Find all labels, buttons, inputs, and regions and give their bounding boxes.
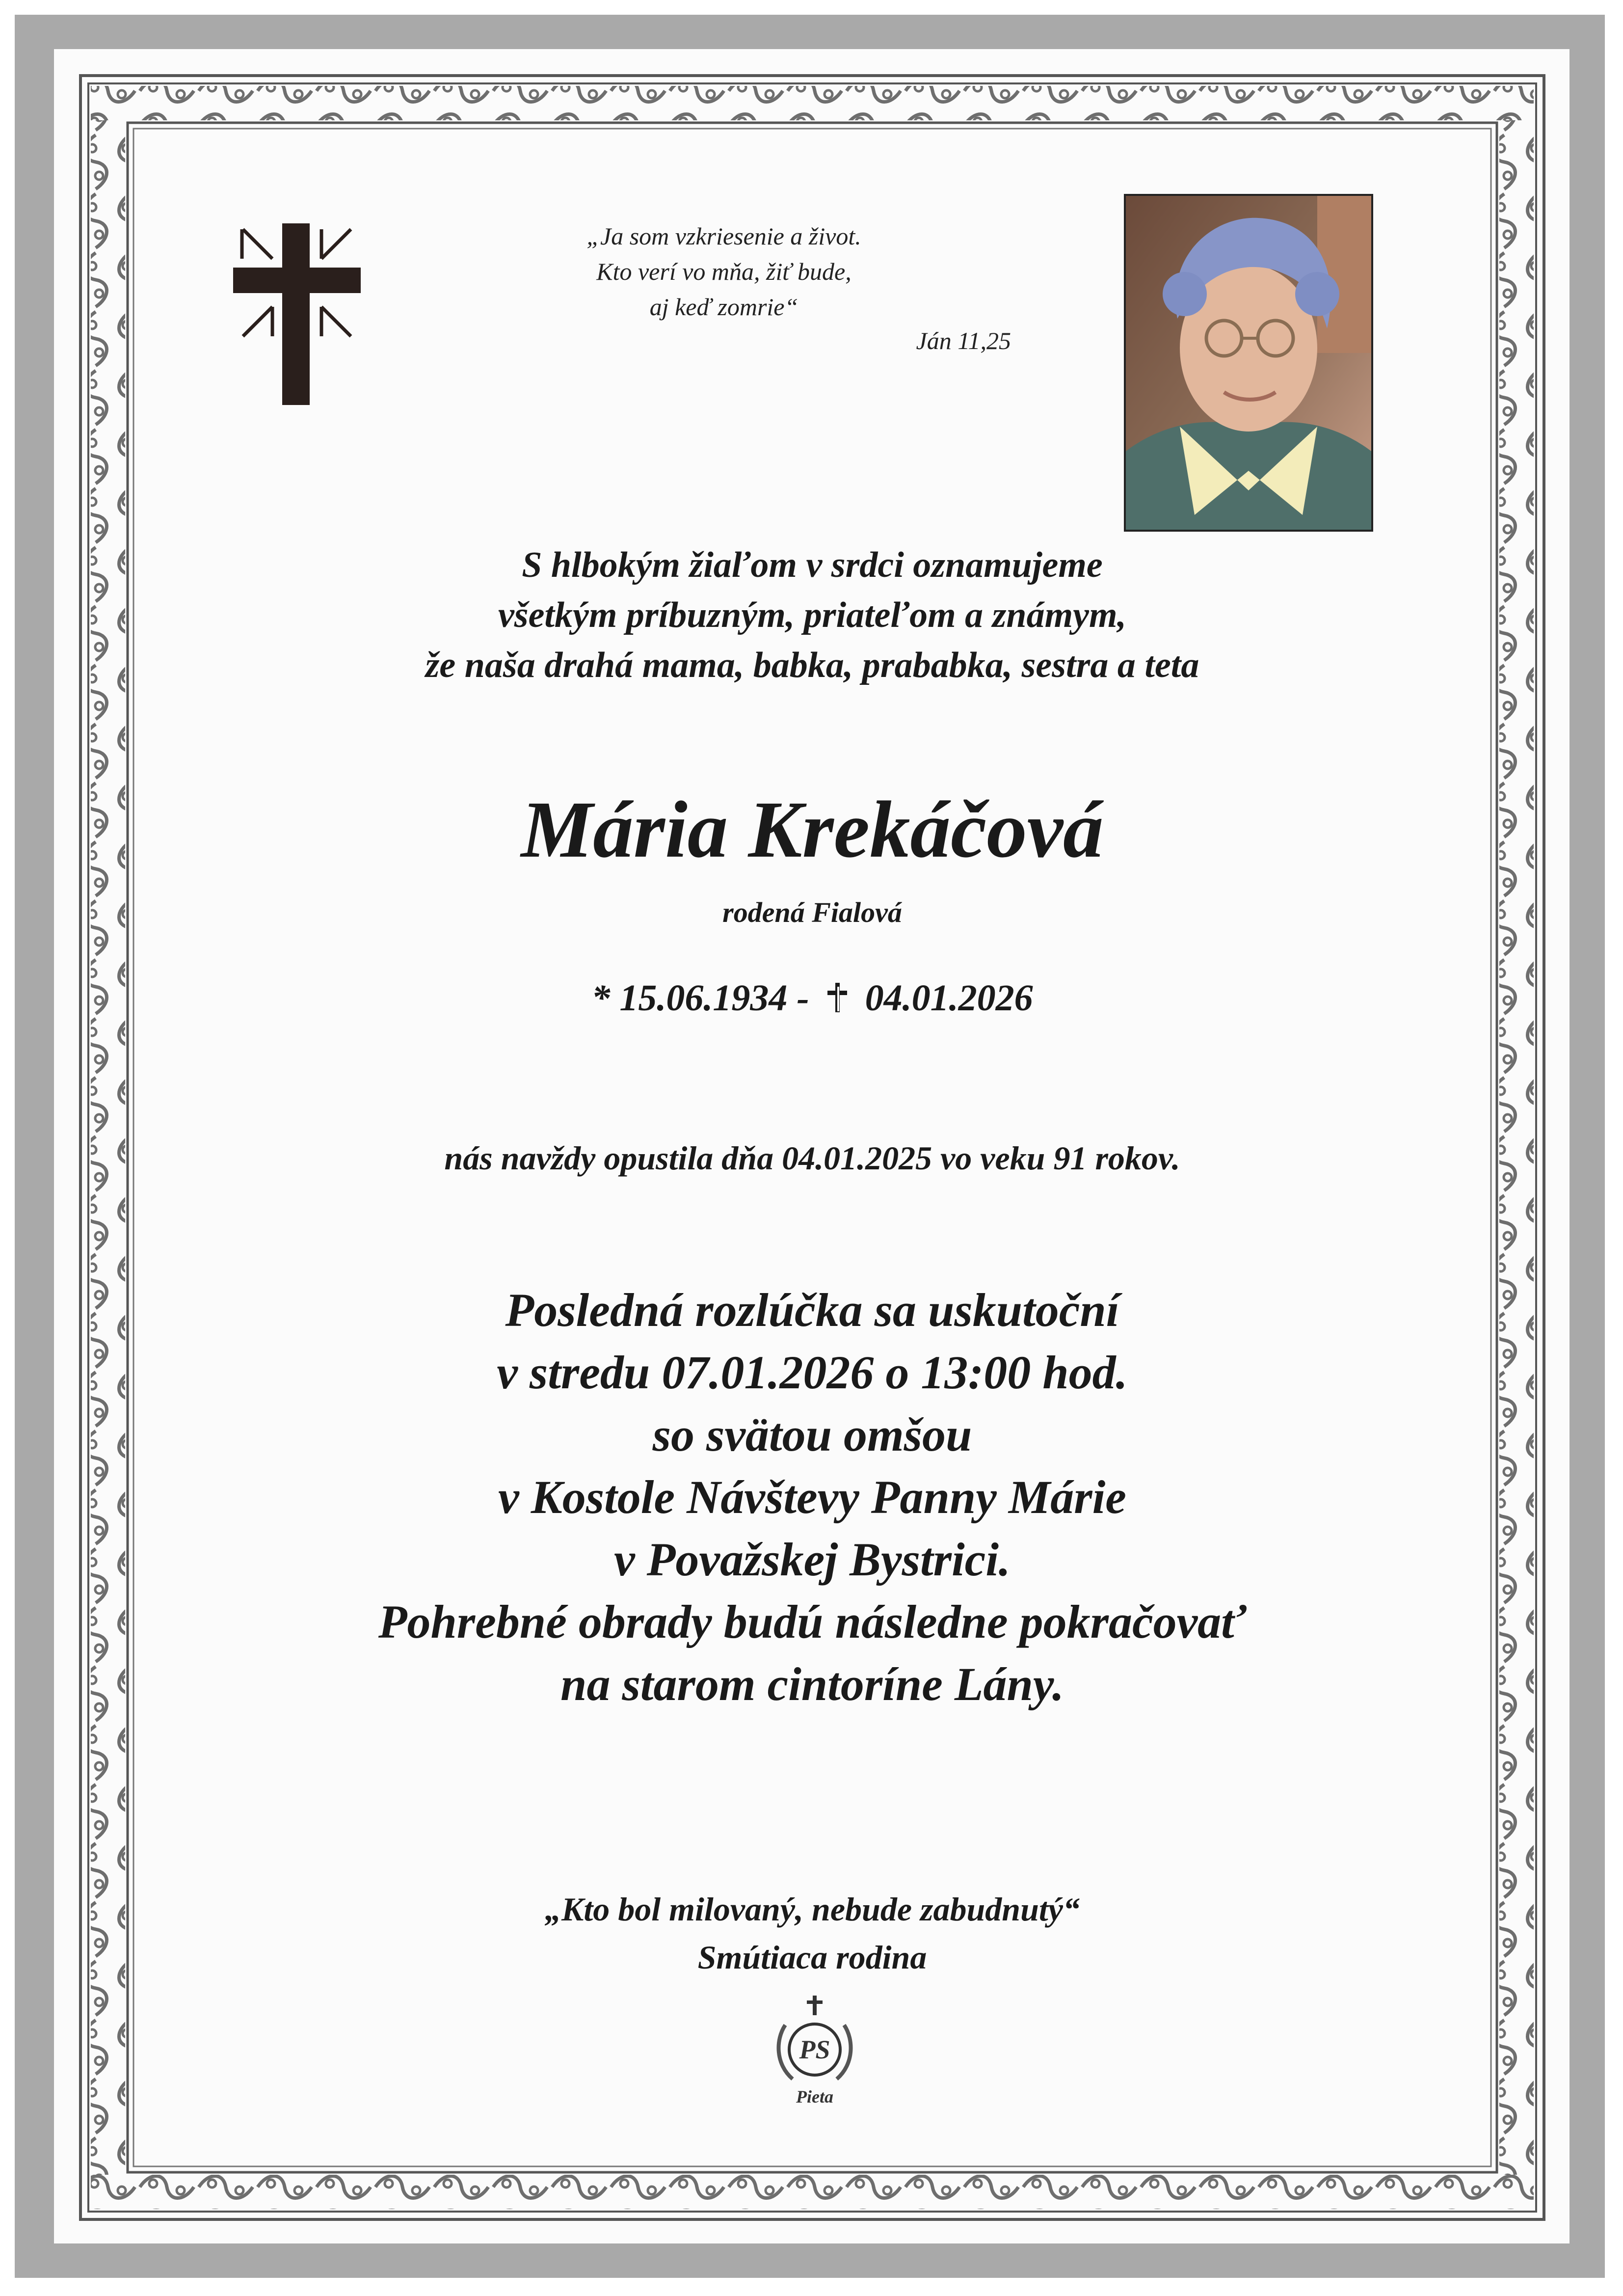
funeral-line: v stredu 07.01.2026 o 13:00 hod. bbox=[497, 1346, 1128, 1399]
logo-name: Pieta bbox=[796, 2087, 833, 2107]
death-date: 04.01.2026 bbox=[865, 977, 1033, 1019]
funeral-details bbox=[133, 1279, 1492, 1715]
announcement-line: že naša drahá mama, babka, prababka, sestra a teta bbox=[425, 645, 1199, 685]
quote-line: Kto verí vo mňa, žiť bude, bbox=[596, 258, 851, 285]
life-dates bbox=[133, 977, 1492, 1020]
deceased-photo bbox=[1124, 194, 1373, 532]
closing bbox=[133, 1885, 1492, 1981]
deceased-name: Mária Krekáčová bbox=[521, 784, 1104, 874]
funeral-line: Pohrebné obrady budú následne pokračovať bbox=[378, 1595, 1247, 1648]
announcement-content bbox=[133, 128, 1492, 2170]
pieta-logo-icon bbox=[771, 1996, 859, 2108]
quote-line: aj keď zomrie“ bbox=[649, 293, 798, 321]
quote-reference: Ján 11,25 bbox=[916, 327, 1011, 354]
announcement-text bbox=[133, 540, 1492, 690]
funeral-line: v Kostole Návštevy Panny Márie bbox=[498, 1471, 1126, 1523]
passed-away-text: nás navždy opustila dňa 04.01.2025 vo veku 91 rokov. bbox=[444, 1139, 1180, 1177]
cross-icon bbox=[233, 223, 361, 405]
logo-monogram: PS bbox=[799, 2035, 830, 2064]
bible-quote bbox=[447, 218, 1001, 324]
birth-date: * 15.06.1934 - bbox=[591, 977, 809, 1019]
funeral-line: Posledná rozlúčka sa uskutoční bbox=[505, 1284, 1119, 1336]
family-signature: Smútiaca rodina bbox=[697, 1939, 927, 1976]
funeral-line: na starom cintoríne Lány. bbox=[560, 1658, 1064, 1710]
funeral-line: v Považskej Bystrici. bbox=[614, 1533, 1011, 1586]
quote-line: „Ja som vzkriesenie a život. bbox=[586, 222, 861, 250]
funeral-line: so svätou omšou bbox=[652, 1408, 972, 1461]
announcement-line: S hlbokým žiaľom v srdci oznamujeme bbox=[522, 545, 1103, 585]
announcement-line: všetkým príbuzným, priateľom a známym, bbox=[498, 595, 1127, 635]
closing-motto: „Kto bol milovaný, nebude zabudnutý“ bbox=[545, 1891, 1080, 1928]
small-cross-icon bbox=[825, 982, 849, 1013]
maiden-name: rodená Fialová bbox=[722, 896, 902, 928]
